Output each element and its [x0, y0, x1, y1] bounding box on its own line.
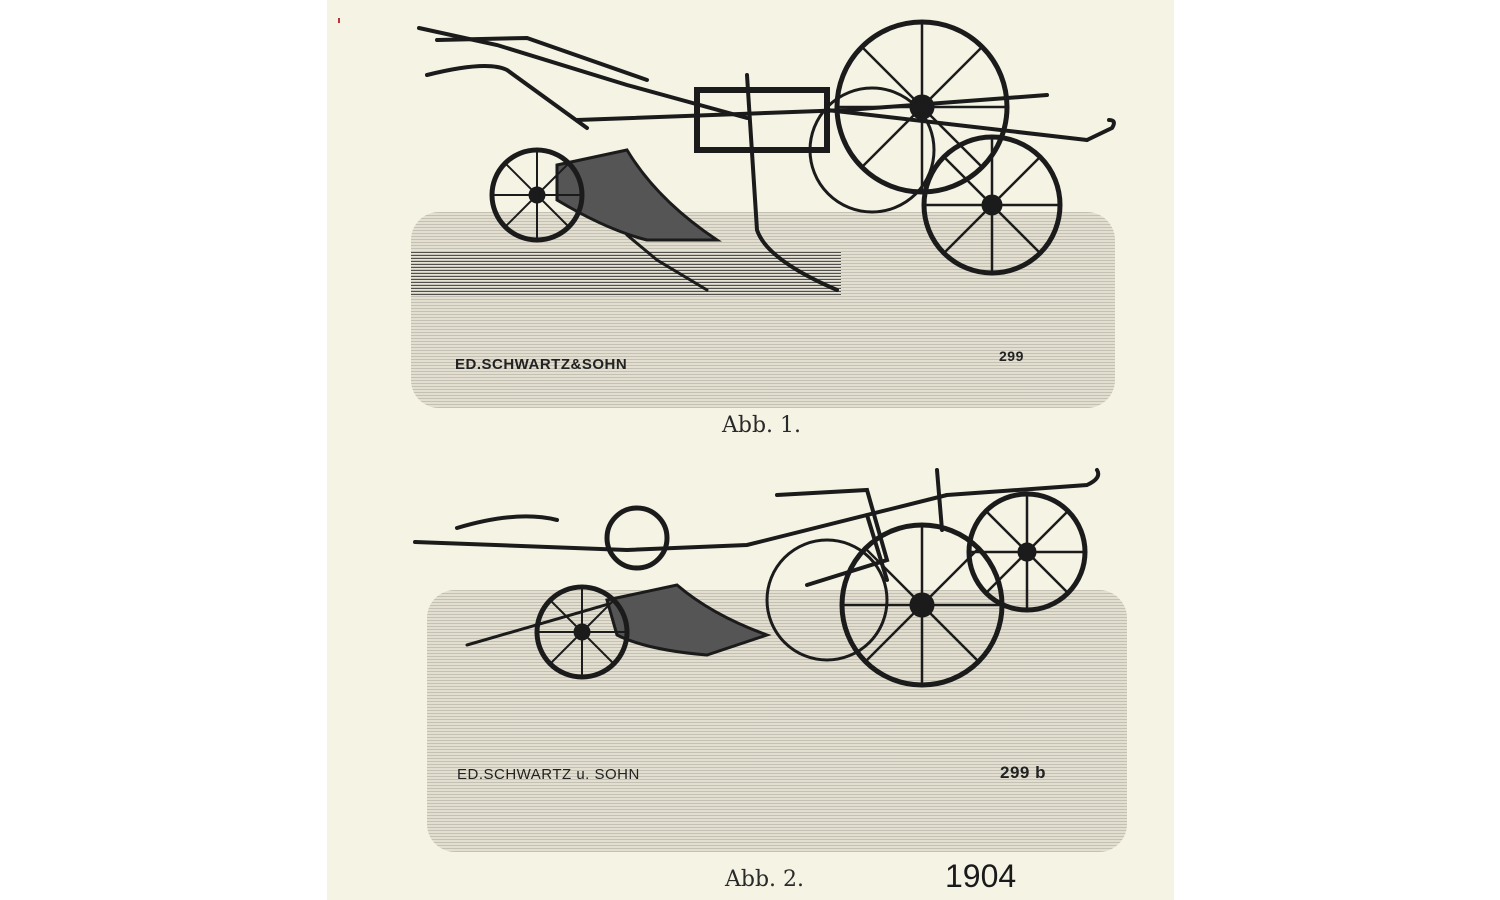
figure-2-model-number: 299 b: [1000, 763, 1046, 782]
figure-2-caption: Abb. 2.: [725, 867, 805, 892]
figure-1-maker-mark: ED.SCHWARTZ&SOHN: [455, 356, 628, 373]
figure-2-plough-illustration: [327, 450, 1174, 750]
year-label: 1904: [945, 858, 1017, 894]
catalog-page: [327, 0, 1174, 900]
figure-1-caption: Abb. 1.: [722, 413, 802, 438]
figure-1-model-number: 299: [999, 348, 1024, 364]
figure-2-maker-mark: ED.SCHWARTZ u. SOHN: [457, 766, 640, 783]
